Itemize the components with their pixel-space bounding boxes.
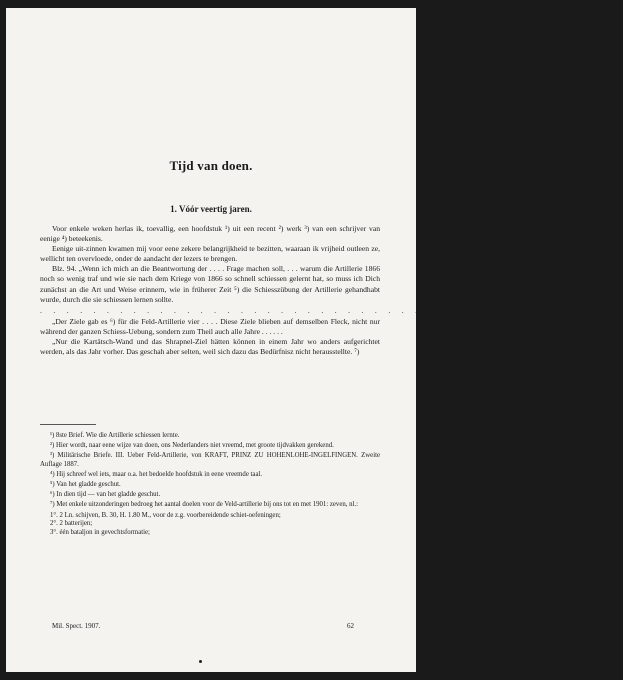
footnote: ⁷) Met enkele uitzonderingen bedroeg het aantal doelen voor de Veld-artillerie bij ons tot en met 1901: zeven, nl.: [50,501,359,509]
footnote-subitem: 1°. 2 Ln. schijven, B. 30, H. 1.80 M., voor de z.g. voorbereidende schiet-oefeningen; [50,511,281,519]
journal-signature: Mil. Spect. 1907. [52,622,101,630]
print-mark [199,660,202,663]
footnote: ⁴) Hij schreef wel iets, maar o.a. het bedoelde hoofdstuk in eene vreemde taal. [50,471,263,479]
paragraph: Blz. 94. „Wenn ich mich an die Beantwortung der . . . . Frage machen soll, . . . warum die Artillerie 1866 noch so wenig traf und wie sie nach dem Kriege von 1866 so schnell schiessen gelernt hat, so muss ich Dich zunächst an die Art und Weise erinnern, wie in früherer Zeit ⁵) die Schiesszübung der Artillerie gehandhabt wurde, durch die sie schiessen lernen sollte. [40,264,380,304]
footnotes [40,432,380,538]
section-heading: 1. Vóór veertig jaren. [170,204,252,214]
footnote: ³) Militärische Briefe. III. Ueber Feld-Artillerie, von KRAFT, PRINZ ZU HOHENLOHE-INGELFINGEN. Zweite Auflage 1887. [40,452,380,469]
footnote-subitem: 3°. één bataljon in gevechtsformatie; [50,529,150,537]
footnote: ¹) 8ste Brief. Wie die Artillerie schiessen lernte. [50,432,180,439]
page-footer [52,622,354,630]
quote-paragraph: „Der Ziele gab es ⁶) für die Feld-Artillerie vier . . . . Diese Ziele blieben auf demselben Fleck, nicht nur während der ganzen Schiess-Uebung, sondern zum Theil auch alle Jahre . . . . . . [40,316,380,336]
paragraph: Eenige uit-zinnen kwamen mij voor eene zekere belangrijkheid te bezitten, waaraan ik vrijheid outleen ze, wellicht ten overvloede, onder de aandacht der lezers te brengen. [40,244,380,264]
book-page [6,8,623,672]
footnote: ⁶) In dien tijd — van het gladde geschut. [50,491,161,499]
footnote: ²) Hier wordt, naar eene wijze van doen, ons Nederlanders niet vreemd, met groote tijdvakken gerekend. [50,442,334,450]
page-title: Tijd van doen. [169,158,253,173]
footnote-subitem: 2°. 2 batterijen; [50,520,93,528]
body-text [40,224,623,357]
footnote: ⁵) Van het gladde geschut. [50,481,121,489]
footnote-rule [40,424,96,425]
quote-paragraph: „Nur die Kartätsch-Wand und das Shrapnel-Ziel hätten können in einem Jahr wo anders aufgerichtet werden, als das Jahr vorher. Das geschah aber selten, weil sich dazu das Bedürfnisz nicht herausstellte. ⁷) [40,336,380,357]
page-number: 62 [347,622,354,630]
ellipsis-separator: . . . . . . . . . . . . . . . . . . . . . . . . . . . . . . . . . . . . . . . . . . . . [40,305,623,315]
paragraph: Voor enkele weken herlas ik, toevallig, een hoofdstuk ¹) uit een recent ²) werk ³) van een schrijver van eenige ⁴) beteekenis. [40,224,380,244]
